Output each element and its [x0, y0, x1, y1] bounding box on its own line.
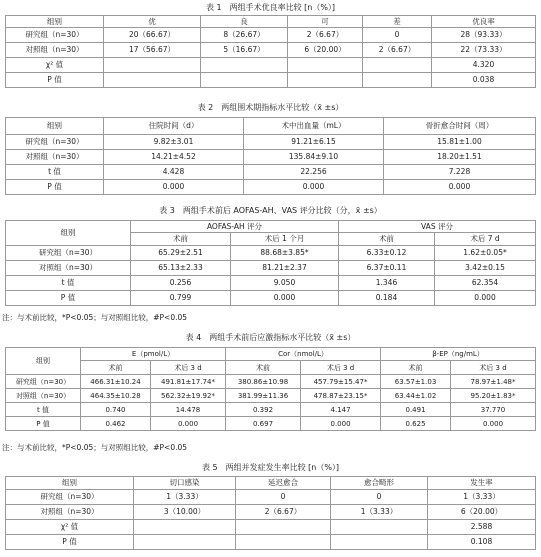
cell: 6.37±0.11: [339, 261, 435, 276]
header-group: VAS 评分: [339, 221, 536, 233]
table2-caption: 表 2 两组围术期指标水平比较（x̄ ±s）: [197, 103, 344, 112]
header-cell: 术前: [381, 361, 451, 375]
table-row: [6, 276, 536, 291]
cell: 0.625: [381, 417, 451, 431]
row-label: t 值: [6, 165, 104, 180]
cell: 91.21±6.15: [244, 135, 384, 150]
cell: 6.33±0.12: [339, 246, 435, 261]
header-cell: 术前: [339, 233, 435, 246]
cell: 0.000: [244, 180, 384, 195]
cell: 478.87±23.15*: [301, 389, 381, 403]
table1: [5, 15, 536, 88]
row-label: 研究组（n=30）: [6, 135, 104, 150]
cell: 0.462: [81, 417, 151, 431]
header-cell: 骨折愈合时间（周）: [384, 118, 536, 135]
header-cell: 组别: [6, 221, 131, 246]
table-row: [6, 520, 536, 535]
cell: 7.228: [384, 165, 536, 180]
table5-caption: 表 5 两组并发症发生率比较 [n（%）]: [201, 463, 340, 472]
header-group: Cor（nmol/L）: [226, 348, 381, 361]
row-label: t 值: [6, 403, 81, 417]
row-label: 研究组（n=30）: [6, 490, 134, 505]
table-row: [6, 375, 536, 389]
cell: 5（16.67）: [201, 43, 288, 58]
cell: 1.346: [339, 276, 435, 291]
cell: [236, 520, 331, 535]
cell: 15.81±1.00: [384, 135, 536, 150]
cell: 28（93.33）: [432, 28, 536, 43]
header-group: AOFAS-AH 评分: [131, 221, 339, 233]
row-label: P 值: [6, 291, 131, 306]
table-subheader-row: [6, 361, 536, 375]
cell: [104, 58, 201, 73]
table-row: [6, 417, 536, 431]
table2: [5, 117, 536, 195]
table-row: [6, 43, 536, 58]
cell: 65.29±2.51: [131, 246, 231, 261]
cell: [236, 535, 331, 550]
cell: 4.320: [432, 58, 536, 73]
row-label: 对照组（n=30）: [6, 389, 81, 403]
cell: 0: [363, 28, 432, 43]
cell: 63.44±1.02: [381, 389, 451, 403]
row-label: 研究组（n=30）: [6, 28, 104, 43]
row-label: P 值: [6, 180, 104, 195]
table-row: [6, 246, 536, 261]
cell: 457.79±15.47*: [301, 375, 381, 389]
header-cell: 住院时间（d）: [104, 118, 244, 135]
cell: 0.740: [81, 403, 151, 417]
header-cell: 良: [201, 16, 288, 28]
cell: 14.478: [151, 403, 226, 417]
cell: 0.392: [226, 403, 301, 417]
table-row: [6, 135, 536, 150]
table3-note: 注：与术前比较，*P<0.05；与对照组比较，#P<0.05: [2, 313, 188, 322]
table-row: [6, 505, 536, 520]
row-label: P 值: [6, 417, 81, 431]
table3-caption: 表 3 两组手术前后 AOFAS-AH、VAS 评分比较（分，x̄ ±s）: [159, 206, 382, 215]
cell: [201, 58, 288, 73]
cell: 0.038: [432, 73, 536, 88]
cell: 0.000: [231, 291, 339, 306]
cell: 81.21±2.37: [231, 261, 339, 276]
cell: 14.21±4.52: [104, 150, 244, 165]
cell: 6（20.00）: [428, 505, 536, 520]
table3: [5, 220, 536, 306]
table-row: [6, 180, 536, 195]
table-row: [6, 490, 536, 505]
header-cell: 优良率: [432, 16, 536, 28]
cell: 63.57±1.03: [381, 375, 451, 389]
cell: [331, 535, 428, 550]
table-row: [6, 261, 536, 276]
header-group: E（pmol/L）: [81, 348, 226, 361]
cell: 380.86±10.98: [226, 375, 301, 389]
table-row: [6, 535, 536, 550]
cell: 0: [331, 490, 428, 505]
header-cell: 组别: [6, 348, 81, 375]
cell: 88.68±3.85*: [231, 246, 339, 261]
row-label: 研究组（n=30）: [6, 246, 131, 261]
table4-caption: 表 4 两组手术前后应激指标水平比较（x̄ ±s）: [185, 333, 356, 342]
row-label: χ² 值: [6, 58, 104, 73]
cell: 466.31±10.24: [81, 375, 151, 389]
cell: 3（10.00）: [134, 505, 236, 520]
cell: 1.62±0.05*: [435, 246, 536, 261]
cell: 2（6.67）: [288, 28, 363, 43]
cell: 0.491: [381, 403, 451, 417]
row-label: 对照组（n=30）: [6, 43, 104, 58]
cell: 1（3.33）: [134, 490, 236, 505]
cell: 2（6.67）: [236, 505, 331, 520]
cell: 381.99±11.36: [226, 389, 301, 403]
table-row: [6, 73, 536, 88]
cell: 1（3.33）: [331, 505, 428, 520]
row-label: P 值: [6, 535, 134, 550]
cell: [201, 73, 288, 88]
table5: [5, 476, 536, 550]
table-header-row: [6, 348, 536, 361]
cell: 37.770: [451, 403, 536, 417]
cell: 8（26.67）: [201, 28, 288, 43]
cell: 95.20±1.83*: [451, 389, 536, 403]
cell: [134, 535, 236, 550]
cell: 3.42±0.15: [435, 261, 536, 276]
cell: [288, 58, 363, 73]
row-label: P 值: [6, 73, 104, 88]
cell: 78.97±1.48*: [451, 375, 536, 389]
cell: 464.35±10.28: [81, 389, 151, 403]
header-cell: 术前: [226, 361, 301, 375]
table-header-row: [6, 221, 536, 233]
header-cell: 组别: [6, 118, 104, 135]
cell: 562.32±19.92*: [151, 389, 226, 403]
cell: 22.256: [244, 165, 384, 180]
cell: 0.000: [151, 417, 226, 431]
cell: 65.13±2.33: [131, 261, 231, 276]
cell: 20（66.67）: [104, 28, 201, 43]
cell: [363, 73, 432, 88]
row-label: 对照组（n=30）: [6, 505, 134, 520]
cell: 2（6.67）: [363, 43, 432, 58]
table-row: [6, 389, 536, 403]
row-label: χ² 值: [6, 520, 134, 535]
table-header-row: [6, 118, 536, 135]
cell: 0.108: [428, 535, 536, 550]
header-cell: 术前: [81, 361, 151, 375]
cell: [134, 520, 236, 535]
header-cell: 发生率: [428, 477, 536, 490]
table-header-row: [6, 477, 536, 490]
header-cell: 术后 3 d: [301, 361, 381, 375]
cell: 18.20±1.51: [384, 150, 536, 165]
header-cell: 延迟愈合: [236, 477, 331, 490]
header-cell: 术后 3 d: [451, 361, 536, 375]
table-row: [6, 403, 536, 417]
cell: 0.000: [451, 417, 536, 431]
header-cell: 术后 1 个月: [231, 233, 339, 246]
row-label: 对照组（n=30）: [6, 261, 131, 276]
cell: 6（20.00）: [288, 43, 363, 58]
header-group: β-EP（ng/mL）: [381, 348, 536, 361]
header-cell: 切口感染: [134, 477, 236, 490]
cell: 9.050: [231, 276, 339, 291]
header-cell: 术中出血量（mL）: [244, 118, 384, 135]
row-label: 研究组（n=30）: [6, 375, 81, 389]
cell: [104, 73, 201, 88]
cell: [331, 520, 428, 535]
cell: 0.000: [301, 417, 381, 431]
cell: 0.256: [131, 276, 231, 291]
table-row: [6, 291, 536, 306]
header-cell: 组别: [6, 477, 134, 490]
cell: 0.000: [384, 180, 536, 195]
cell: 4.147: [301, 403, 381, 417]
table-row: [6, 28, 536, 43]
cell: 135.84±9.10: [244, 150, 384, 165]
cell: 0.000: [104, 180, 244, 195]
cell: 0.184: [339, 291, 435, 306]
header-cell: 优: [104, 16, 201, 28]
table1-caption: 表 1 两组手术优良率比较 [n（%）]: [205, 3, 336, 12]
table4-note: 注：与术前比较，*P<0.05；与对照组比较，#P<0.05: [2, 443, 188, 452]
cell: 491.81±17.74*: [151, 375, 226, 389]
table-row: [6, 165, 536, 180]
header-cell: 术前: [131, 233, 231, 246]
cell: 0.799: [131, 291, 231, 306]
header-cell: 可: [288, 16, 363, 28]
table-header-row: [6, 16, 536, 28]
cell: 2.588: [428, 520, 536, 535]
header-cell: 差: [363, 16, 432, 28]
cell: 1（3.33）: [428, 490, 536, 505]
cell: 22（73.33）: [432, 43, 536, 58]
table-row: [6, 58, 536, 73]
header-cell: 组别: [6, 16, 104, 28]
row-label: t 值: [6, 276, 131, 291]
cell: [363, 58, 432, 73]
header-cell: 术后 3 d: [151, 361, 226, 375]
cell: 0: [236, 490, 331, 505]
cell: 17（56.67）: [104, 43, 201, 58]
cell: 9.82±3.01: [104, 135, 244, 150]
cell: 4.428: [104, 165, 244, 180]
table4: [5, 347, 536, 431]
header-cell: 愈合畸形: [331, 477, 428, 490]
cell: [288, 73, 363, 88]
row-label: 对照组（n=30）: [6, 150, 104, 165]
cell: 0.697: [226, 417, 301, 431]
cell: 62.354: [435, 276, 536, 291]
table-row: [6, 150, 536, 165]
cell: 0.000: [435, 291, 536, 306]
header-cell: 术后 7 d: [435, 233, 536, 246]
